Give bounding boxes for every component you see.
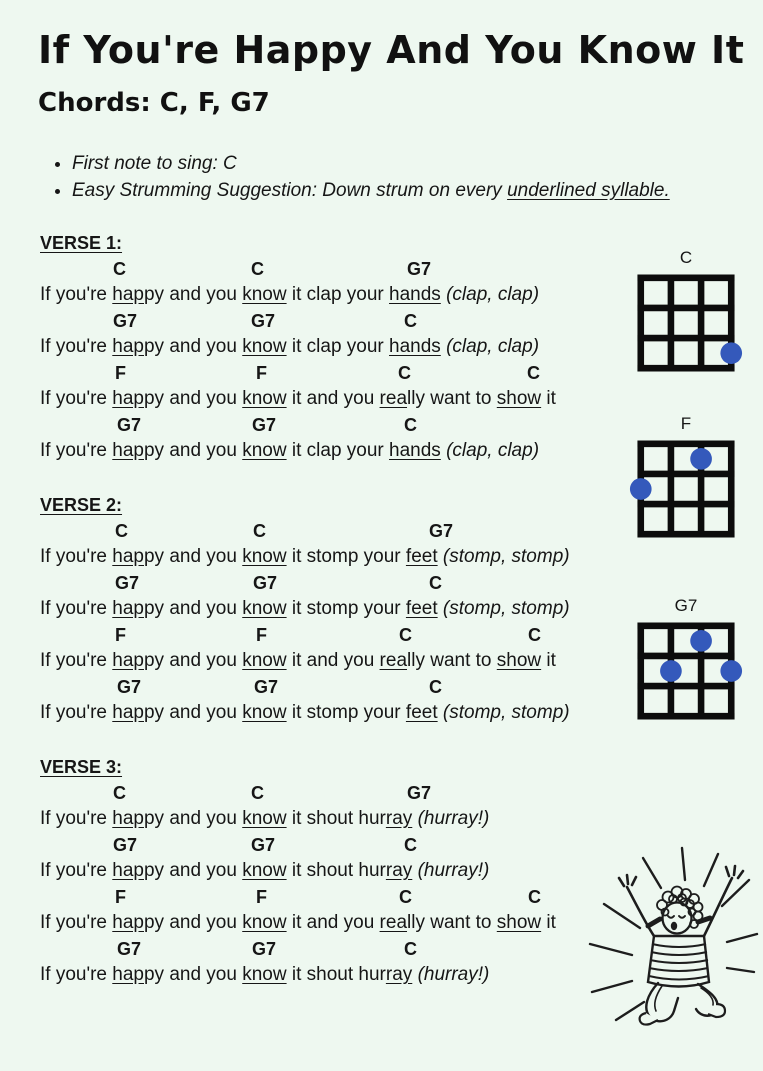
lyric-segment: hands (389, 440, 441, 461)
chord-label: F (115, 625, 126, 645)
lyric-segment: it and you (286, 912, 380, 933)
lyric-segment: py and you (143, 284, 243, 305)
lyric-segment: hap (112, 440, 144, 461)
chord-row (40, 518, 615, 544)
lyric-segment: py and you (143, 546, 243, 567)
lyric-segment: hap (112, 702, 144, 723)
chord-row (40, 570, 615, 596)
lyric-segment: it stomp your (286, 598, 406, 619)
lyric-line (40, 544, 615, 570)
chord-row (40, 308, 615, 334)
lyric-segment: (stomp, stomp) (442, 702, 570, 723)
lyric-segment: know (242, 964, 287, 985)
chord-row (40, 674, 615, 700)
lyric-segment: know (242, 860, 287, 881)
lyric-segment: rea (379, 650, 408, 671)
lyric-segment: hap (112, 650, 144, 671)
lyric-segment: know (242, 598, 287, 619)
chord-label: G7 (407, 259, 432, 279)
note-item (72, 177, 670, 204)
lyric-segment: If you're (40, 336, 113, 357)
chord-label: G7 (113, 311, 138, 331)
verse-heading: VERSE 2: (40, 495, 123, 515)
chord-label: F (115, 363, 126, 383)
lyric-segment: lly want to (407, 912, 497, 933)
lyric-segment: If you're (40, 440, 113, 461)
shoes (640, 1004, 725, 1025)
lyric-segment: Easy Strumming Suggestion: Down strum on every (72, 180, 508, 201)
lyric-segment: hap (112, 808, 144, 829)
lyric-segment: underlined syllable. (507, 180, 670, 201)
lyric-segment: If you're (40, 808, 113, 829)
lyric-line (40, 386, 615, 412)
lyric-segment: hap (112, 598, 144, 619)
lyric-segment: (hurray!) (417, 808, 490, 829)
chord-label: C (528, 887, 541, 907)
chord-row (40, 936, 615, 962)
chord-label: C (429, 573, 442, 593)
chord-label: G7 (252, 939, 277, 959)
lyric-segment: First note to sing: C (72, 153, 237, 174)
lyric-segment: hap (112, 388, 144, 409)
verse-heading: VERSE 3: (40, 757, 123, 777)
song-title: If You're Happy And You Know It (38, 28, 745, 72)
chord-row (40, 412, 615, 438)
verses-container (40, 230, 615, 1016)
lyric-segment: (hurray!) (417, 964, 490, 985)
finger-dot (630, 478, 652, 500)
lyric-segment: If you're (40, 546, 113, 567)
lyric-segment: ray (385, 860, 413, 881)
lyric-segment: py and you (143, 388, 243, 409)
lyric-segment: show (496, 912, 542, 933)
chord-row (40, 256, 615, 282)
lyric-segment: rea (379, 388, 408, 409)
lyric-segment: ray (385, 964, 413, 985)
striped-shirt (648, 936, 709, 987)
lyric-segment: know (242, 912, 287, 933)
lyric-segment: py and you (143, 336, 243, 357)
lyric-segment: If you're (40, 598, 113, 619)
lyric-segment: it stomp your (286, 546, 406, 567)
lyric-line (40, 438, 615, 464)
lyric-segment: (clap, clap) (446, 440, 540, 461)
lyric-segment: know (242, 808, 287, 829)
chord-label: C (404, 835, 417, 855)
chord-label: F (256, 625, 267, 645)
lyric-segment: py and you (143, 598, 243, 619)
chord-label: G7 (115, 573, 140, 593)
lyric-segment: rea (379, 912, 408, 933)
lyric-segment: know (242, 702, 287, 723)
chord-label: C (399, 887, 412, 907)
lyric-segment: know (242, 336, 287, 357)
chord-label: G7 (254, 677, 279, 697)
lyric-line (40, 700, 615, 726)
ukulele-chord-grid (637, 622, 735, 720)
finger-dot (690, 630, 712, 652)
diagram-chord-name: F (680, 414, 692, 433)
chord-row (40, 622, 615, 648)
chord-label: G7 (252, 415, 277, 435)
lyric-segment: hands (389, 284, 441, 305)
lyric-segment: lly want to (407, 650, 497, 671)
chord-label: C (398, 363, 411, 383)
chord-label: C (251, 259, 264, 279)
finger-dot (720, 342, 742, 364)
lyric-line (40, 910, 615, 936)
lyric-segment: it and you (286, 650, 380, 671)
chord-label: G7 (407, 783, 432, 803)
chord-label: C (251, 783, 264, 803)
verse-section (40, 754, 615, 988)
lyric-segment: (stomp, stomp) (442, 598, 570, 619)
lyric-segment: know (242, 388, 287, 409)
lyric-line (40, 596, 615, 622)
lyric-segment: hap (112, 546, 144, 567)
lyric-segment: it shout hur (286, 808, 386, 829)
chord-row (40, 360, 615, 386)
chord-label: G7 (117, 677, 142, 697)
verse-heading: VERSE 1: (40, 233, 123, 253)
chord-row (40, 884, 615, 910)
lyric-segment: lly want to (407, 388, 497, 409)
lyric-segment: If you're (40, 702, 113, 723)
chord-label: G7 (251, 311, 276, 331)
legs (646, 983, 717, 1021)
lyric-segment: py and you (143, 650, 243, 671)
chord-label: C (527, 363, 540, 383)
chord-label: G7 (117, 415, 142, 435)
lyric-segment: hands (389, 336, 441, 357)
lyric-segment: know (242, 650, 287, 671)
lyric-segment: hap (112, 284, 144, 305)
lyric-segment: ray (385, 808, 413, 829)
lyric-segment: If you're (40, 650, 113, 671)
lyric-segment: (stomp, stomp) (442, 546, 570, 567)
ukulele-chord-grid (637, 440, 735, 538)
lyric-segment: py and you (143, 860, 243, 881)
lyric-segment: it clap your (286, 440, 390, 461)
chord-label: C (404, 939, 417, 959)
chord-label: C (528, 625, 541, 645)
verse-section (40, 230, 615, 464)
chord-label: F (256, 887, 267, 907)
lyric-segment: py and you (143, 702, 243, 723)
lyric-segment: it shout hur (286, 860, 386, 881)
lyric-segment: py and you (143, 440, 243, 461)
diagram-chord-name: G7 (674, 596, 698, 615)
lyric-segment: feet (405, 598, 438, 619)
chord-label: F (256, 363, 267, 383)
lyric-segment: hap (112, 964, 144, 985)
lyric-segment: show (496, 650, 542, 671)
lyric-segment: hap (112, 912, 144, 933)
chord-diagram-f (632, 414, 740, 543)
lyric-segment: hap (112, 860, 144, 881)
chord-label: G7 (117, 939, 142, 959)
chord-label: C (115, 521, 128, 541)
lyric-segment: (hurray!) (417, 860, 490, 881)
finger-dot (660, 660, 682, 682)
ukulele-chord-grid (637, 274, 735, 372)
chord-diagram-g7 (632, 596, 740, 725)
lyric-segment: know (242, 284, 287, 305)
verse-section (40, 492, 615, 726)
lyric-line (40, 962, 615, 988)
lyric-segment: show (496, 388, 542, 409)
lyric-segment: it (541, 388, 556, 409)
diagram-chord-name: C (679, 248, 693, 267)
lyric-segment: it and you (286, 388, 380, 409)
chord-label: G7 (253, 573, 278, 593)
chords-summary: Chords: C, F, G7 (38, 88, 270, 118)
lyric-segment: it clap your (286, 336, 390, 357)
chord-label: C (399, 625, 412, 645)
chord-label: G7 (113, 835, 138, 855)
lyric-segment: know (242, 546, 287, 567)
chord-row (40, 780, 615, 806)
lyric-line (40, 282, 615, 308)
chord-row (40, 832, 615, 858)
finger-dot (690, 448, 712, 470)
lyric-segment: it shout hur (286, 964, 386, 985)
chord-label: F (115, 887, 126, 907)
lyric-segment: If you're (40, 912, 113, 933)
lyric-line (40, 334, 615, 360)
chord-label: C (404, 311, 417, 331)
lyric-segment: hap (112, 336, 144, 357)
lyric-segment: know (242, 440, 287, 461)
lyric-segment: If you're (40, 388, 113, 409)
chord-label: C (113, 783, 126, 803)
lyric-segment: (clap, clap) (446, 284, 540, 305)
lyric-line (40, 858, 615, 884)
lyric-segment: it (541, 912, 556, 933)
finger-dot (720, 660, 742, 682)
note-item (72, 150, 670, 177)
lyric-segment: (clap, clap) (446, 336, 540, 357)
lyric-segment: If you're (40, 860, 113, 881)
notes-list (52, 150, 670, 204)
lyric-line (40, 806, 615, 832)
jumping-person-illustration (586, 842, 762, 1022)
chord-label: C (429, 677, 442, 697)
chord-label: C (253, 521, 266, 541)
chord-diagram-c (632, 248, 740, 377)
lyric-segment: it stomp your (286, 702, 406, 723)
chord-label: G7 (429, 521, 454, 541)
lyric-segment: it (541, 650, 556, 671)
chord-label: G7 (251, 835, 276, 855)
lyric-segment: If you're (40, 284, 113, 305)
lyric-segment: If you're (40, 964, 113, 985)
lyric-segment: it clap your (286, 284, 390, 305)
lyric-segment: feet (405, 702, 438, 723)
chord-label: C (404, 415, 417, 435)
lyric-segment: py and you (143, 964, 243, 985)
lyric-segment: feet (405, 546, 438, 567)
chord-label: C (113, 259, 126, 279)
lyric-segment: py and you (143, 912, 243, 933)
lyric-line (40, 648, 615, 674)
lyric-segment: py and you (143, 808, 243, 829)
